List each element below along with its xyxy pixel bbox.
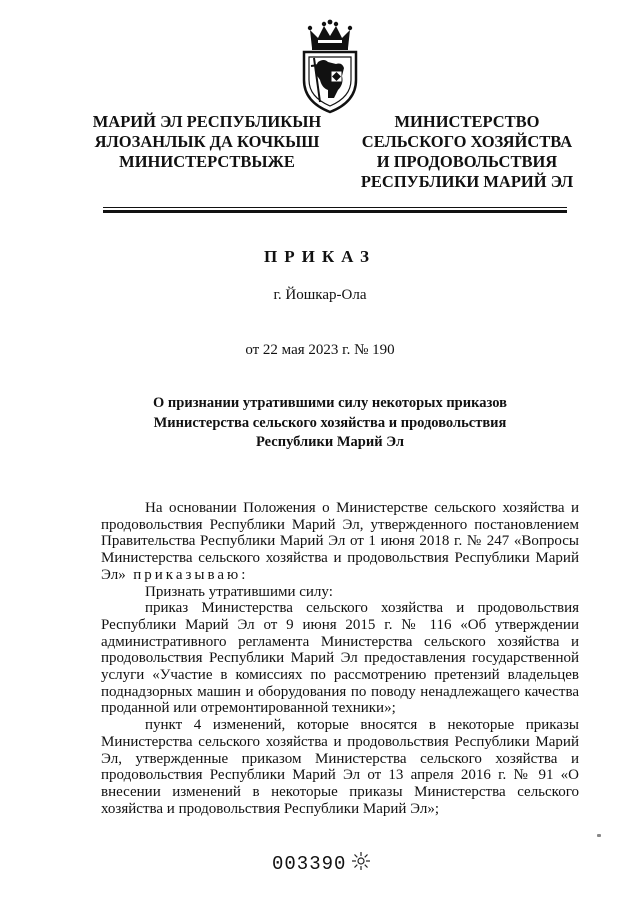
header-left-line: МИНИСТЕРСТВЫЖЕ bbox=[119, 152, 295, 171]
coat-of-arms-emblem bbox=[298, 18, 362, 114]
header-right-line: МИНИСТЕРСТВО bbox=[394, 112, 540, 131]
order-word: приказываю: bbox=[133, 566, 249, 583]
header-right-line: РЕСПУБЛИКИ МАРИЙ ЭЛ bbox=[360, 172, 574, 191]
document-date-number: от 22 мая 2023 г. № 190 bbox=[245, 342, 395, 358]
document-body bbox=[101, 500, 579, 817]
subject-line: Республики Марий Эл bbox=[256, 434, 404, 450]
header-right-line: СЕЛЬСКОГО ХОЗЯЙСТВА bbox=[361, 132, 573, 151]
header-left-line: МАРИЙ ЭЛ РЕСПУБЛИКЫН bbox=[92, 112, 322, 131]
ornament-mark-icon bbox=[351, 851, 371, 871]
header-right-line: И ПРОДОВОЛЬСТВИЯ bbox=[376, 152, 558, 171]
subject-line: Министерства сельского хозяйства и продовольствия bbox=[153, 414, 507, 431]
header-left-line: ЯЛОЗАНЛЫК ДА КОЧКЫШ bbox=[94, 132, 320, 151]
recognize-paragraph: Признать утратившими силу: bbox=[145, 583, 333, 600]
ministry-name-russian bbox=[356, 112, 578, 192]
ministry-name-mari bbox=[82, 112, 332, 172]
document-subject bbox=[100, 394, 560, 453]
serial-number: 003390 bbox=[272, 853, 347, 875]
subject-line: О признании утратившими силу некоторых приказов bbox=[153, 395, 507, 411]
item-paragraph-1: приказ Министерства сельского хозяйства и продовольствия Республики Марий Эл от 9 июня 2015 г. № 116 «Об утверждении административного регламента Министерства сельского хозяйства и продовольствия Республики Марий Эл предоставления государственной услуги «Участие в комиссиях по рассмотрению претензий владельцев поднадзорных машин и оборудования по поводу ненадлежащего качества проданной или отремонтированной техники»; bbox=[101, 600, 579, 717]
document-city: г. Йошкар-Ола bbox=[273, 287, 367, 303]
header-divider-thin bbox=[103, 207, 567, 208]
header-divider-thick bbox=[103, 210, 567, 213]
preamble-paragraph bbox=[101, 500, 579, 584]
preamble-text: На основании Положения о Министерстве сельского хозяйства и продовольствия Республики Марий Эл, утвержденного постановлением Правительства Республики Марий Эл от 1 июня 2018 г. № 247 «Вопросы Министерства сельского хозяйства и продовольствия Республики Марий Эл» bbox=[101, 500, 579, 583]
document-title: ПРИКАЗ bbox=[264, 247, 376, 266]
item-paragraph-2: пункт 4 изменений, которые вносятся в некоторые приказы Министерства сельского хозяйства и продовольствия Республики Марий Эл, утвержденные приказом Министерства сельского хозяйства и продовольствия Республики Марий Эл от 13 апреля 2016 г. № 91 «О внесении изменений в некоторые приказы Министерства сельского хозяйства и продовольствия Республики Марий Эл»; bbox=[101, 717, 579, 817]
scan-artifact bbox=[597, 834, 601, 837]
